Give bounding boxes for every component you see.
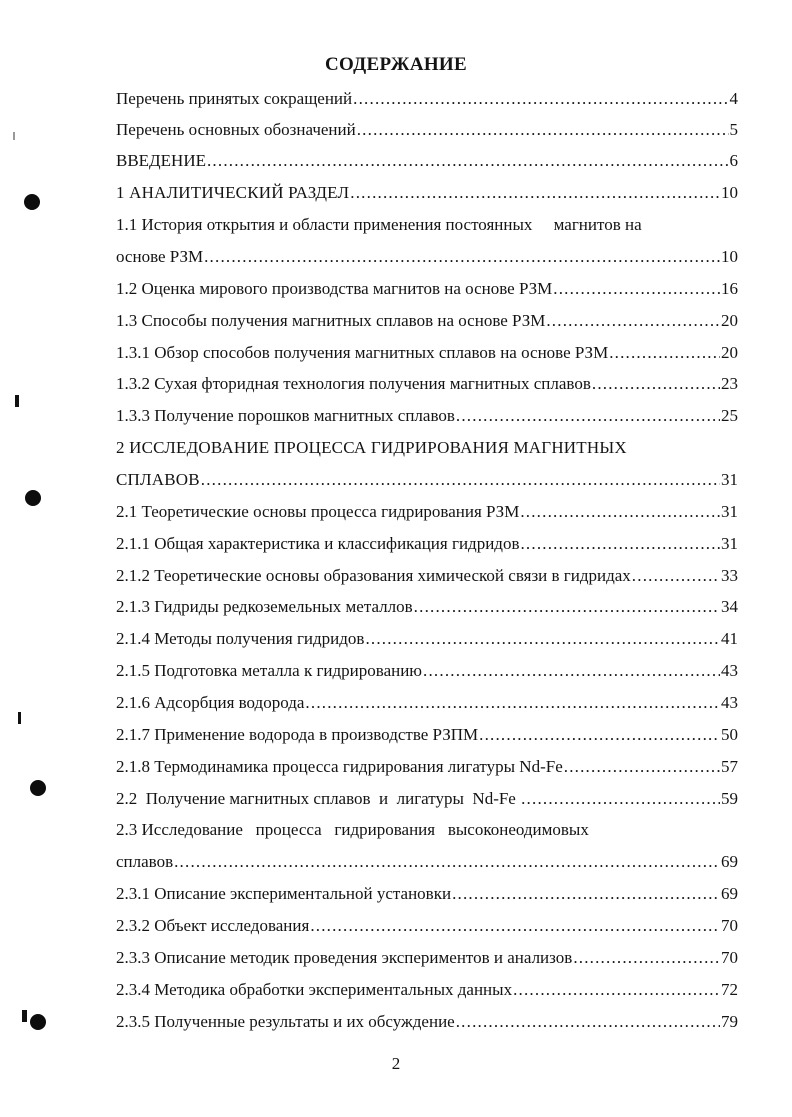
toc-entry-page: 31: [721, 470, 738, 489]
toc-entry: [116, 977, 738, 1001]
toc-entry: [116, 594, 738, 618]
toc-entry-text: 2.1.1 Общая характеристика и классификация гидридов: [116, 534, 520, 553]
toc-entry-text: 2.3.1 Описание экспериментальной установки: [116, 884, 452, 903]
punch-hole-mark: [30, 1014, 46, 1030]
toc-entry-page: 43: [721, 661, 738, 680]
toc-title: СОДЕРЖАНИЕ: [325, 54, 467, 75]
toc-entry: [116, 722, 738, 746]
toc-leader-dots: [414, 596, 720, 618]
toc-entry-text: Перечень основных обозначений: [116, 120, 356, 139]
toc-entry: [116, 690, 738, 714]
toc-entry-text: 2.1.8 Термодинамика процесса гидрирования лигатуры Nd-Fe: [116, 757, 563, 776]
toc-entry-text: 2.3.5 Полученные результаты и их обсуждение: [116, 1012, 455, 1031]
toc-leader-dots: [310, 915, 720, 937]
toc-entry-page: 23: [721, 374, 738, 393]
margin-mark: [13, 132, 15, 140]
toc-entry-continued: [116, 817, 738, 841]
toc-entry-page: 41: [721, 629, 738, 648]
toc-entry-text: 2.1.6 Адсорбция водорода: [116, 693, 305, 712]
toc-entry: [116, 658, 738, 682]
toc-entry-page: 20: [721, 343, 738, 362]
toc-entry: [116, 786, 738, 810]
toc-entry-page: 57: [721, 757, 738, 776]
toc-entry-page: 79: [721, 1012, 738, 1031]
toc-leader-dots: [520, 501, 720, 523]
toc-leader-dots: [521, 788, 720, 810]
toc-entry-text: 2.1.4 Методы получения гидридов: [116, 629, 365, 648]
toc-entry: [116, 1009, 738, 1033]
toc-entry: [116, 180, 738, 204]
toc-entry: [116, 86, 738, 110]
toc-entry-text: ВВЕДЕНИЕ: [116, 151, 206, 170]
toc-leader-dots: [546, 310, 720, 332]
toc-leader-dots: [520, 533, 720, 555]
toc-leader-dots: [350, 182, 720, 204]
toc-entry-page: 10: [721, 183, 738, 202]
toc-entry-page: 43: [721, 693, 738, 712]
toc-entry: [116, 371, 738, 395]
toc-entry: [116, 754, 738, 778]
toc-entry-page: 31: [721, 534, 738, 553]
toc-entry: [116, 849, 738, 873]
toc-entry-text: 2.3 Исследование процесса гидрирования высоконеодимовых: [116, 820, 589, 839]
toc-entry-text: 1.3.2 Сухая фторидная технология получения магнитных сплавов: [116, 374, 591, 393]
toc-leader-dots: [204, 246, 720, 268]
margin-mark: [18, 712, 21, 724]
toc-entry-page: 59: [721, 789, 738, 808]
toc-leader-dots: [632, 565, 720, 587]
toc-entry: [116, 531, 738, 555]
toc-entry-page: 20: [721, 311, 738, 330]
toc-entry-continued: [116, 212, 738, 236]
toc-entry: [116, 308, 738, 332]
toc-entry-page: 16: [721, 279, 738, 298]
toc-entry: [116, 913, 738, 937]
toc-entry-text: 2.2 Получение магнитных сплавов и лигатуры Nd-Fe: [116, 789, 521, 808]
toc-entry-text: 2.1.3 Гидриды редкоземельных металлов: [116, 597, 413, 616]
toc-leader-dots: [564, 756, 720, 778]
toc-entry: [116, 244, 738, 268]
toc-leader-dots: [207, 150, 729, 172]
page-number: 2: [391, 1054, 401, 1073]
toc-entry-text: основе РЗМ: [116, 247, 204, 266]
toc-entry: [116, 340, 738, 364]
toc-leader-dots: [609, 342, 720, 364]
toc-leader-dots: [452, 883, 720, 905]
toc-entry: [116, 945, 738, 969]
toc-entry: [116, 276, 738, 300]
toc-leader-dots: [423, 660, 720, 682]
toc-entry: [116, 563, 738, 587]
margin-mark: [15, 395, 19, 407]
toc-entry: [116, 499, 738, 523]
toc-leader-dots: [305, 692, 720, 714]
toc-entry-text: сплавов: [116, 852, 174, 871]
toc-entry-text: 2.1.5 Подготовка металла к гидрированию: [116, 661, 423, 680]
toc-entry-page: 10: [721, 247, 738, 266]
toc-entry-text: 1 АНАЛИТИЧЕСКИЙ РАЗДЕЛ: [116, 183, 350, 202]
toc-leader-dots: [353, 88, 728, 110]
toc-entry-page: 34: [721, 597, 738, 616]
toc-leader-dots: [513, 979, 720, 1001]
margin-mark: [22, 1010, 27, 1022]
toc-entry: [116, 626, 738, 650]
toc-entry-text: 2.3.4 Методика обработки экспериментальных данных: [116, 980, 513, 999]
punch-hole-mark: [24, 194, 40, 210]
toc-entry-page: 6: [729, 151, 738, 170]
toc-entry-text: Перечень принятых сокращений: [116, 89, 353, 108]
toc-entry-text: 1.2 Оценка мирового производства магнитов на основе РЗМ: [116, 279, 553, 298]
toc-leader-dots: [553, 278, 720, 300]
toc-entry-text: СПЛАВОВ: [116, 470, 200, 489]
toc-leader-dots: [201, 469, 720, 491]
toc-entry: [116, 148, 738, 172]
toc-entry-text: 2.1.2 Теоретические основы образования химической связи в гидридах: [116, 566, 631, 585]
toc-entry-text: 2.1.7 Применение водорода в производстве РЗПМ: [116, 725, 479, 744]
toc-entry: [116, 117, 738, 141]
toc-entry-text: 2.1 Теоретические основы процесса гидрирования РЗМ: [116, 502, 520, 521]
toc-entry-text: 2 ИССЛЕДОВАНИЕ ПРОЦЕССА ГИДРИРОВАНИЯ МАГНИТНЫХ: [116, 438, 627, 457]
toc-leader-dots: [174, 851, 720, 873]
toc-leader-dots: [479, 724, 720, 746]
toc-entry-text: 1.1 История открытия и области применения постоянных магнитов на: [116, 215, 642, 234]
toc-entry-page: 70: [721, 948, 738, 967]
toc-leader-dots: [357, 119, 729, 141]
toc-leader-dots: [456, 1011, 720, 1033]
toc-entry-text: 1.3.1 Обзор способов получения магнитных сплавов на основе РЗМ: [116, 343, 609, 362]
toc-entry: [116, 403, 738, 427]
toc-entry-page: 69: [721, 852, 738, 871]
toc-entry-page: 5: [729, 120, 738, 139]
toc-leader-dots: [592, 373, 720, 395]
toc-entry-text: 2.3.3 Описание методик проведения экспериментов и анализов: [116, 948, 573, 967]
toc-entry-text: 1.3.3 Получение порошков магнитных сплавов: [116, 406, 455, 425]
toc-entry-page: 25: [721, 406, 738, 425]
toc-leader-dots: [365, 628, 720, 650]
toc-leader-dots: [573, 947, 720, 969]
toc-entry-page: 50: [721, 725, 738, 744]
toc-entry-text: 2.3.2 Объект исследования: [116, 916, 310, 935]
toc-entry-continued: [116, 435, 738, 459]
punch-hole-mark: [30, 780, 46, 796]
toc-entry-page: 4: [729, 89, 738, 108]
toc-leader-dots: [456, 405, 720, 427]
toc-entry-page: 33: [721, 566, 738, 585]
toc-entry-page: 70: [721, 916, 738, 935]
toc-entry-page: 69: [721, 884, 738, 903]
toc-entry: [116, 467, 738, 491]
punch-hole-mark: [25, 490, 41, 506]
toc-entry: [116, 881, 738, 905]
toc-entry-page: 31: [721, 502, 738, 521]
toc-entry-page: 72: [721, 980, 738, 999]
toc-entry-text: 1.3 Способы получения магнитных сплавов на основе РЗМ: [116, 311, 546, 330]
